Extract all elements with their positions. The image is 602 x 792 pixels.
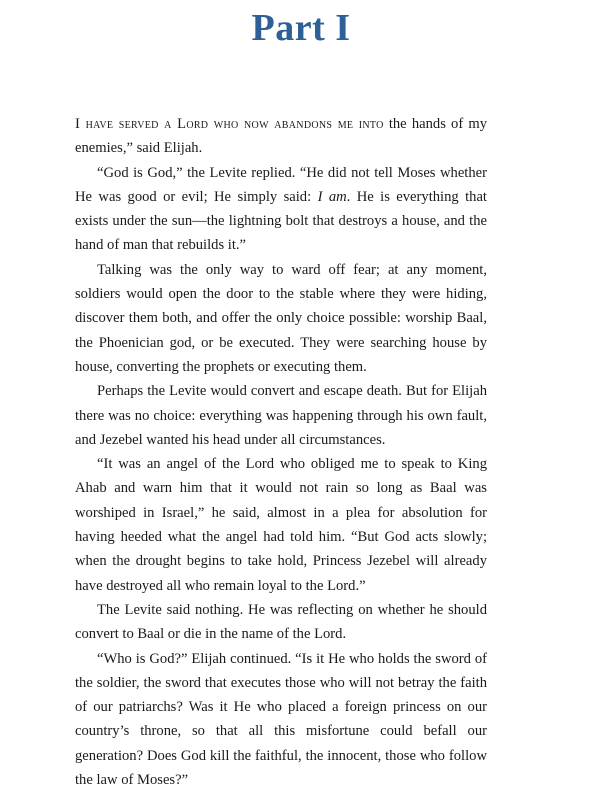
paragraph-2-text-after: . He is everything that exists under the sun—the lightning bolt that destroys a house, and the hand of man that rebuilds it.” [75, 188, 487, 254]
paragraph-7: “Who is God?” Elijah continued. “Is it He who holds the sword of the soldier, the sword that executes those who will not betray the faith of our patriarchs? Was it He who placed a foreign princess on our country’s throne, so that all this misfortune could befall our generation? Does God kill the faithful, the innocent, those who follow the law of Moses?” [75, 650, 487, 789]
paragraph-2-text-before: “God is God,” the Levite replied. “He did not tell Moses whether He was good or evil; He simply said: [75, 164, 487, 205]
page-title: Part I [251, 7, 351, 49]
opening-small-caps: I have served a Lord who now abandons me into [75, 116, 384, 132]
paragraph-4: Perhaps the Levite would convert and escape death. But for Elijah there was no choice: everything was happening through his own fault, and Jezebel wanted his head under all circumstances. [75, 383, 487, 448]
body-text-block [75, 112, 487, 792]
paragraph-3: Talking was the only way to ward off fear; at any moment, soldiers would open the door to the stable where they were hiding, discover them both, and offer the only choice possible: worship Baal, the Phoenician god, or be executed. They were searching house by house, converting the prophets or executing them. [75, 261, 487, 375]
paragraph-2-italic-phrase: I am [317, 188, 347, 205]
paragraph-5: “It was an angel of the Lord who obliged me to speak to King Ahab and warn him that it would not rain so long as Baal was worshiped in Israel,” he said, almost in a plea for absolution for having heeded what the angel had told him. “But God acts slowly; when the drought begins to take hold, Princess Jezebel will already have destroyed all who remain loyal to the Lord.” [75, 456, 487, 594]
paragraph-2 [75, 161, 487, 258]
paragraph-1 [75, 112, 487, 161]
paragraph-6: The Levite said nothing. He was reflecting on whether he should convert to Baal or die in the name of the Lord. [75, 601, 487, 643]
paragraph-1-text: the hands of my enemies,” said Elijah. [75, 116, 487, 157]
